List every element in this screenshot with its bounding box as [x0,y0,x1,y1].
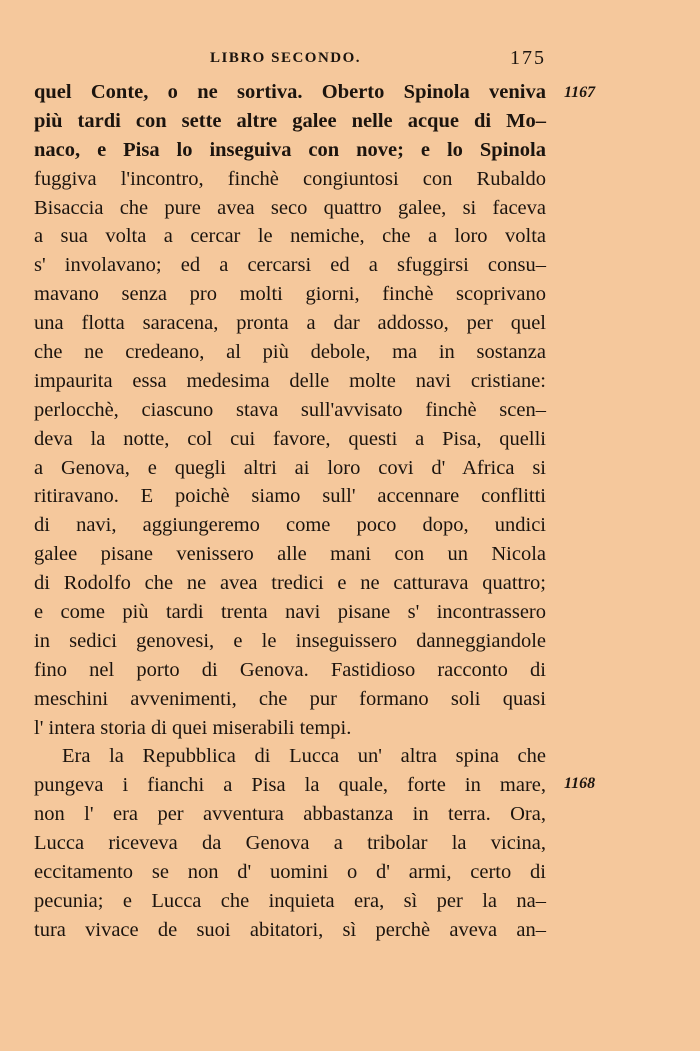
page-number: 175 [510,47,546,69]
text-line: fuggiva l'incontro, finchè congiuntosi con Rubaldo [34,167,546,190]
text-line: meschini avvenimenti, che pur formano soli quasi [34,687,546,710]
text-line: di Rodolfo che ne avea tredici e ne catturava quattro; [34,572,546,595]
text-line: in sedici genovesi, e le inseguissero danneggiandole [34,629,546,652]
text-line: naco, e Pisa lo inseguiva con nove; e lo Spinola [34,138,546,161]
text-line: Bisaccia che pure avea seco quattro galee, si faceva [34,196,546,219]
text-line: a sua volta a cercar le nemiche, che a loro volta [34,225,546,248]
body-text [34,78,546,945]
paragraph-start-line: Era la Repubblica di Lucca un' altra spina che [62,745,546,768]
text-line: impaurita essa medesima delle molte navi cristiane: [34,369,546,392]
text-line: eccitamento se non d' uomini o d' armi, certo di [34,861,546,884]
margin-year-1168: 1168 [564,775,596,792]
text-line: una flotta saracena, pronta a dar addosso, per quel [34,312,546,335]
text-line: s' involavano; ed a cercarsi ed a sfuggirsi consu– [34,254,546,277]
text-line: tura vivace de suoi abitatori, sì perchè aveva an– [34,918,546,941]
text-line: mavano senza pro molti giorni, finchè scoprivano [34,283,546,306]
running-head: LIBRO SECONDO. [210,50,362,66]
text-line: pecunia; e Lucca che inquieta era, sì per la na– [34,889,546,912]
paragraph-end-line: l' intera storia di quei miserabili tempi. [34,716,352,739]
text-line: che ne credeano, al più debole, ma in sostanza [34,341,546,364]
text-line: a Genova, e quegli altri ai loro covi d' Africa si [34,456,546,479]
text-line: galee pisane venissero alle mani con un Nicola [34,543,546,566]
text-line: ritiravano. E poichè siamo sull' accennare conflitti [34,485,546,508]
text-line: non l' era per avventura abbastanza in terra. Ora, [34,803,546,826]
text-line: quel Conte, o ne sortiva. Oberto Spinola veniva [34,81,546,103]
text-line: perlocchè, ciascuno stava sull'avvisato finchè scen– [34,398,546,421]
text-line: deva la notte, col cui favore, questi a Pisa, quelli [34,427,546,450]
text-line: fino nel porto di Genova. Fastidioso racconto di [34,658,546,681]
text-line: Lucca riceveva da Genova a tribolar la vicina, [34,832,546,855]
text-line: pungeva i fianchi a Pisa la quale, forte in mare, [34,774,546,797]
text-line: di navi, aggiungeremo come poco dopo, undici [34,514,546,537]
margin-year-1167: 1167 [564,84,596,101]
text-line: più tardi con sette altre galee nelle acque di Mo– [34,109,546,132]
text-line: e come più tardi trenta navi pisane s' incontrassero [34,601,546,624]
